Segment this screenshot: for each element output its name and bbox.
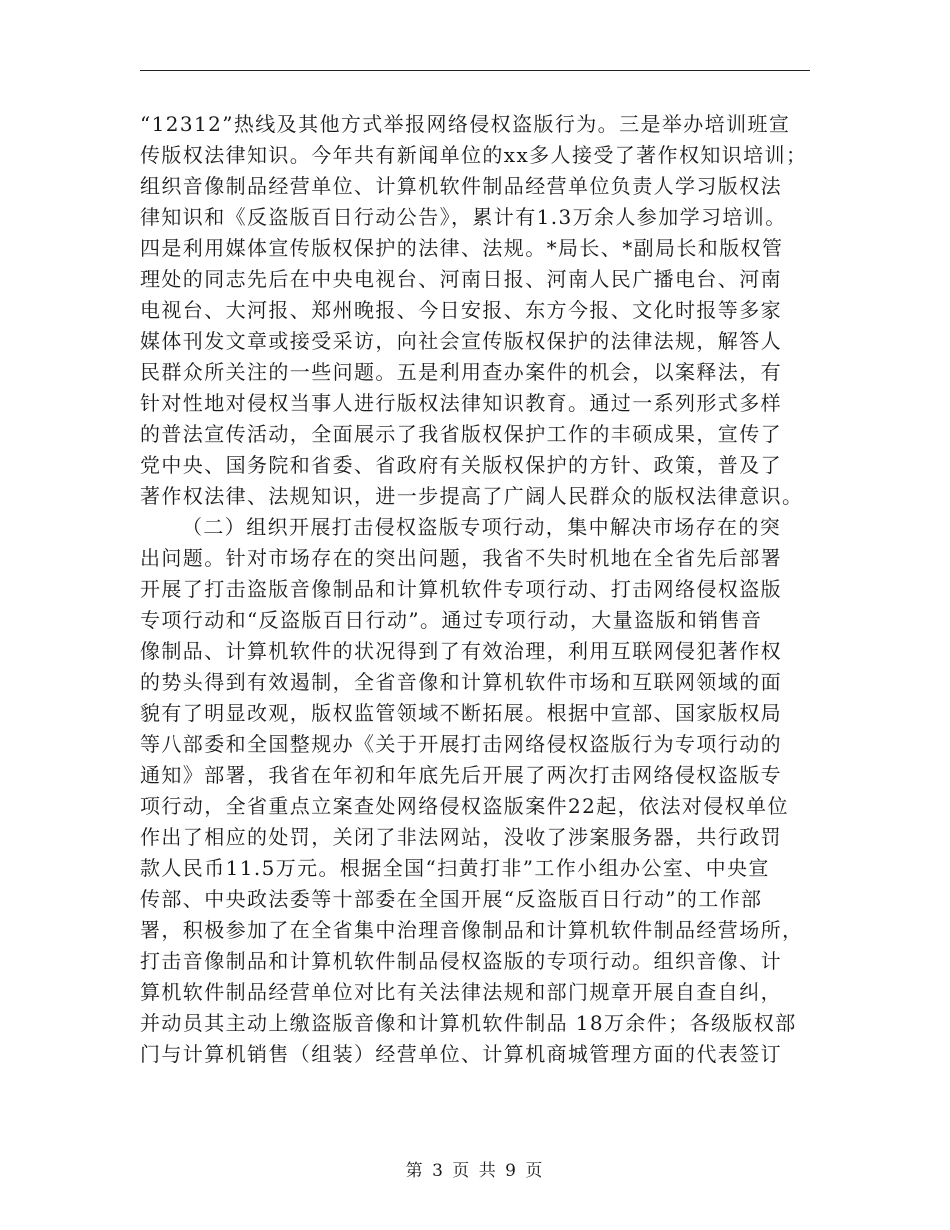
text-line: 律知识和《反盗版百日行动公告》，累计有1.3万余人参加学习培训。 [140,205,787,229]
text-line: 四是利用媒体宣传版权保护的法律、法规。*局长、*副局长和版权管 [140,236,784,260]
section-heading-line: （二）组织开展打击侵权盗版专项行动，集中解决市场存在的突 [182,515,782,539]
text-line: 传部、中央政法委等十部委在全国开展“反盗版百日行动”的工作部 [140,887,763,911]
text-line: 通知》部署，我省在年初和年底先后开展了两次打击网络侵权盗版专 [140,763,782,787]
text-line: 针对性地对侵权当事人进行版权法律知识教育。通过一系列形式多样 [140,391,782,415]
text-line: 的普法宣传活动，全面展示了我省版权保护工作的丰硕成果，宣传了 [140,422,782,446]
text-line: 媒体刊发文章或接受采访，向社会宣传版权保护的法律法规，解答人 [140,329,782,353]
text-line: 署，积极参加了在全省集中治理音像制品和计算机软件制品经营场所， [140,918,804,942]
page-number-footer: 第 3 页 共 9 页 [405,1161,545,1181]
text-line: 算机软件制品经营单位对比有关法律法规和部门规章开展自查自纠， [140,980,782,1004]
text-line: 出问题。针对市场存在的突出问题，我省不失时机地在全省先后部署 [140,546,782,570]
text-line: 民群众所关注的一些问题。五是利用查办案件的机会，以案释法，有 [140,360,782,384]
header-rule [140,70,810,71]
text-line: 打击音像制品和计算机软件制品侵权盗版的专项行动。组织音像、计 [140,949,782,973]
text-line: 传版权法律知识。今年共有新闻单位的xx多人接受了著作权知识培训； [140,143,808,167]
text-line: 等八部委和全国整规办《关于开展打击网络侵权盗版行为专项行动的 [140,732,782,756]
text-line: 作出了相应的处罚，关闭了非法网站，没收了涉案服务器，共行政罚 [140,825,782,849]
text-line: 电视台、大河报、郑州晚报、今日安报、东方今报、文化时报等多家 [140,298,782,322]
text-line: 像制品、计算机软件的状况得到了有效治理，利用互联网侵犯著作权 [140,639,782,663]
text-line: 专项行动和“反盗版百日行动”。通过专项行动，大量盗版和销售音 [140,608,763,632]
document-body [140,109,820,1070]
text-line: 开展了打击盗版音像制品和计算机软件专项行动、打击网络侵权盗版 [140,577,782,601]
text-line: 项行动，全省重点立案查处网络侵权盗版案件22起，依法对侵权单位 [140,794,789,818]
text-line: 党中央、国务院和省委、省政府有关版权保护的方针、政策，普及了 [140,453,782,477]
text-line: 门与计算机销售（组装）经营单位、计算机商城管理方面的代表签订 [140,1042,782,1066]
text-line: 貌有了明显改观，版权监管领域不断拓展。根据中宣部、国家版权局 [140,701,782,725]
text-line: 组织音像制品经营单位、计算机软件制品经营单位负责人学习版权法 [140,174,782,198]
text-line: 款人民币11.5万元。根据全国“扫黄打非”工作小组办公室、中央宣 [140,856,770,880]
text-line: 著作权法律、法规知识，进一步提高了广阔人民群众的版权法律意识。 [140,484,804,508]
text-line: 的势头得到有效遏制，全省音像和计算机软件市场和互联网领域的面 [140,670,782,694]
text-line: 并动员其主动上缴盗版音像和计算机软件制品 18万余件；各级版权部 [140,1011,797,1035]
text-line: “12312”热线及其他方式举报网络侵权盗版行为。三是举办培训班宣 [140,112,791,136]
text-line: 理处的同志先后在中央电视台、河南日报、河南人民广播电台、河南 [140,267,782,291]
